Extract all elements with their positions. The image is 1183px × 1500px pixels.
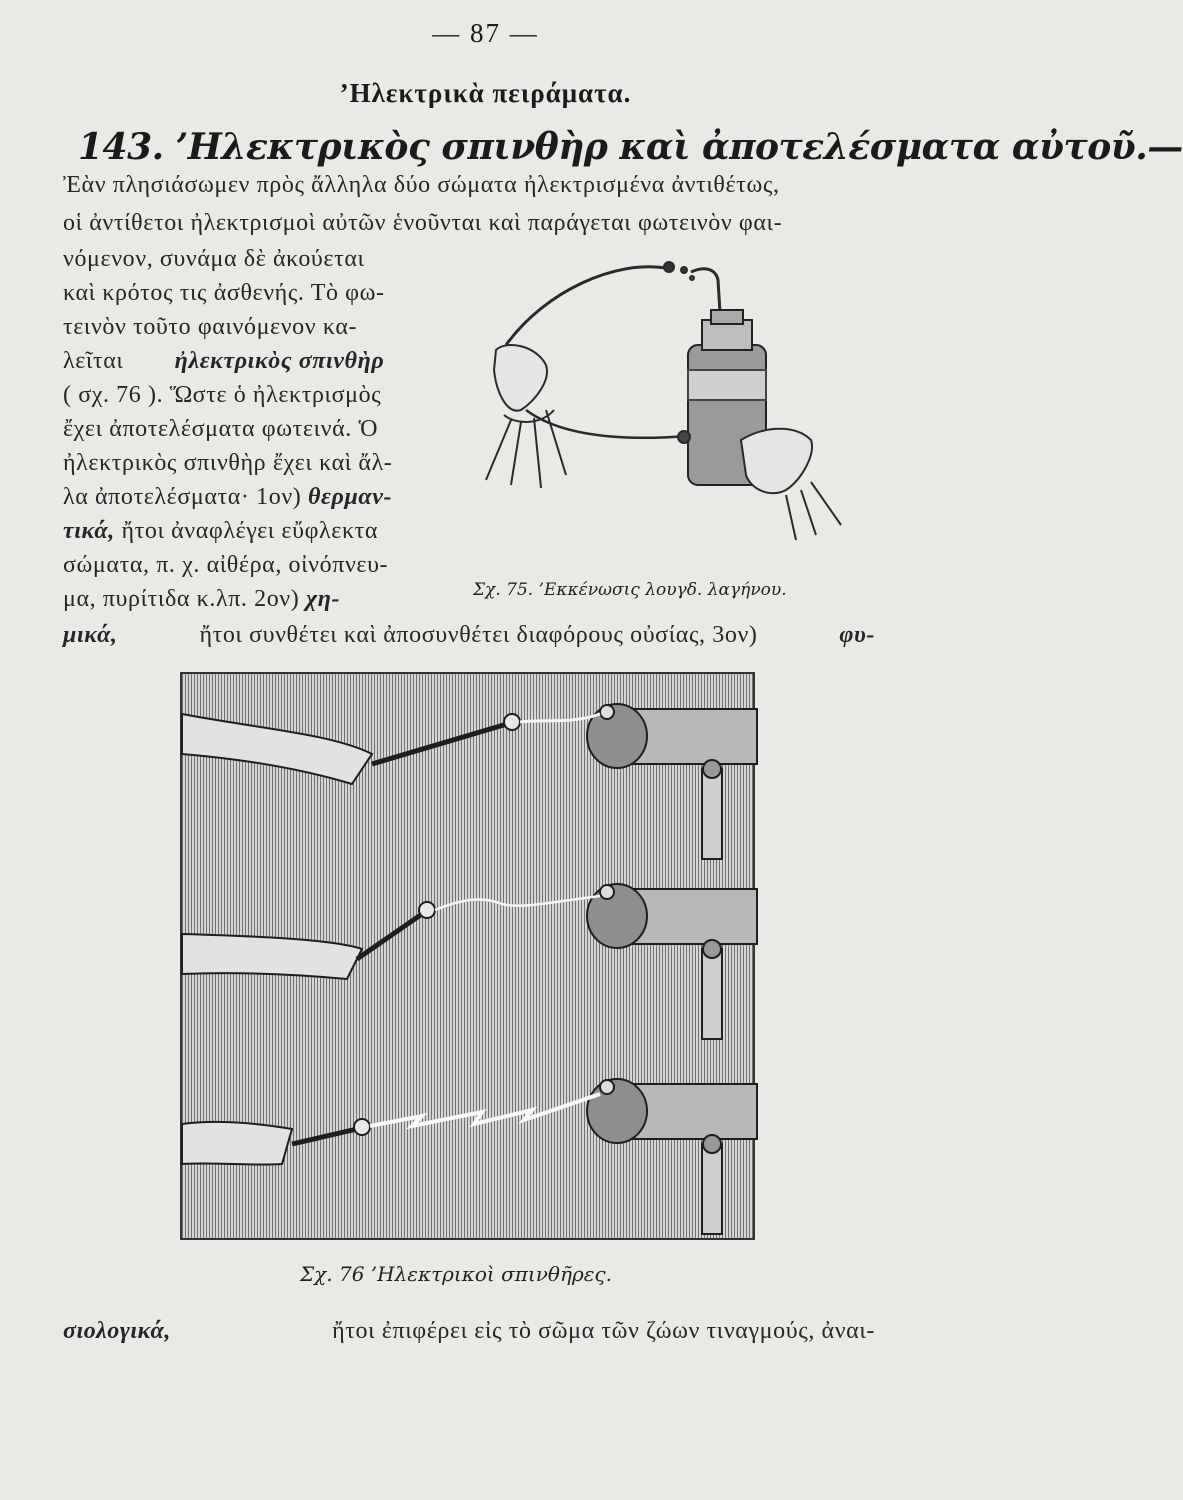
section-heading: ’Ηλεκτρικὰ πειράματα. [339, 78, 632, 108]
body-line-2: οἱ ἀντίθετοι ἠλεκτρισμοὶ αὐτῶν ἑνοῦνται καὶ παράγεται φωτεινὸν φαι- [63, 210, 783, 236]
figure-75-illustration [466, 250, 866, 570]
body-line-1: Ἐὰν πλησιάσωμεν πρὸς ἄλληλα δύο σώματα ἠλεκτρισμένα ἀντιθέτως, [63, 172, 780, 198]
term-thermal-end: τικά, [63, 518, 122, 544]
term-chemical-start: χη- [305, 586, 341, 612]
body-line-11 [63, 518, 378, 545]
body-line-10 [63, 484, 392, 511]
body-line-8: ἔχει ἀποτελέσματα φωτεινά. Ὁ [63, 416, 379, 442]
body-line-9: ἠλεκτρικὸς σπινθὴρ ἔχει καὶ ἄλ- [63, 450, 393, 476]
figure-75-caption: Σχ. 75. ’Εκκένωσις λουγδ. λαγήνου. [473, 580, 787, 600]
text-ignites: ἤτοι ἀναφλέγει εὔφλεκτα [121, 518, 379, 544]
term-phys-end: σιολογικά, [63, 1318, 172, 1344]
text-composes: ἤτοι συνθέτει καὶ ἀποσυνθέτει διαφόρους οὐσίας, 3ον) [199, 622, 758, 648]
figure-76-illustration [180, 672, 755, 1240]
section-title: 143. ’Ηλεκτρικὸς σπινθὴρ καὶ ἀποτελέσματα αὐτοῦ.— [78, 126, 1183, 168]
body-line-5: τεινὸν τοῦτο φαινόμενον κα- [63, 314, 358, 340]
text-gunpowder: μα, πυρίτιδα κ.λπ. 2ον) [63, 586, 300, 612]
word-leitai: λεῖται [63, 348, 124, 374]
figure-76-caption: Σχ. 76 ’Ηλεκτρικοὶ σπινθῆρες. [300, 1262, 612, 1286]
body-line-12: σώματα, π. χ. αἰθέρα, οἰνόπνευ- [63, 552, 389, 578]
body-line-14 [63, 622, 875, 649]
term-electric-spark: ἠλεκτρικὸς σπινθὴρ [174, 348, 385, 374]
page-number: — 87 — [432, 18, 539, 48]
term-phys-start: φυ- [839, 622, 875, 648]
body-line-last [63, 1318, 875, 1345]
body-line-6 [63, 348, 384, 375]
term-thermal: θερμαν- [307, 484, 393, 510]
body-line-3: νόμενον, συνάμα δὲ ἀκούεται [63, 246, 365, 272]
term-chemical-end: μικά, [63, 622, 118, 648]
body-line-13 [63, 586, 340, 613]
body-line-7: ( σχ. 76 ). Ὥστε ὁ ἠλεκτρισμὸς [63, 382, 382, 408]
body-line-4: καὶ κρότος τις ἀσθενής. Τὸ φω- [63, 280, 385, 306]
text-last-line: ἤτοι ἐπιφέρει εἰς τὸ σῶμα τῶν ζώων τιναγμούς, ἀναι- [332, 1318, 875, 1344]
text-effects: λα ἀποτελέσματα· 1ον) [63, 484, 302, 510]
